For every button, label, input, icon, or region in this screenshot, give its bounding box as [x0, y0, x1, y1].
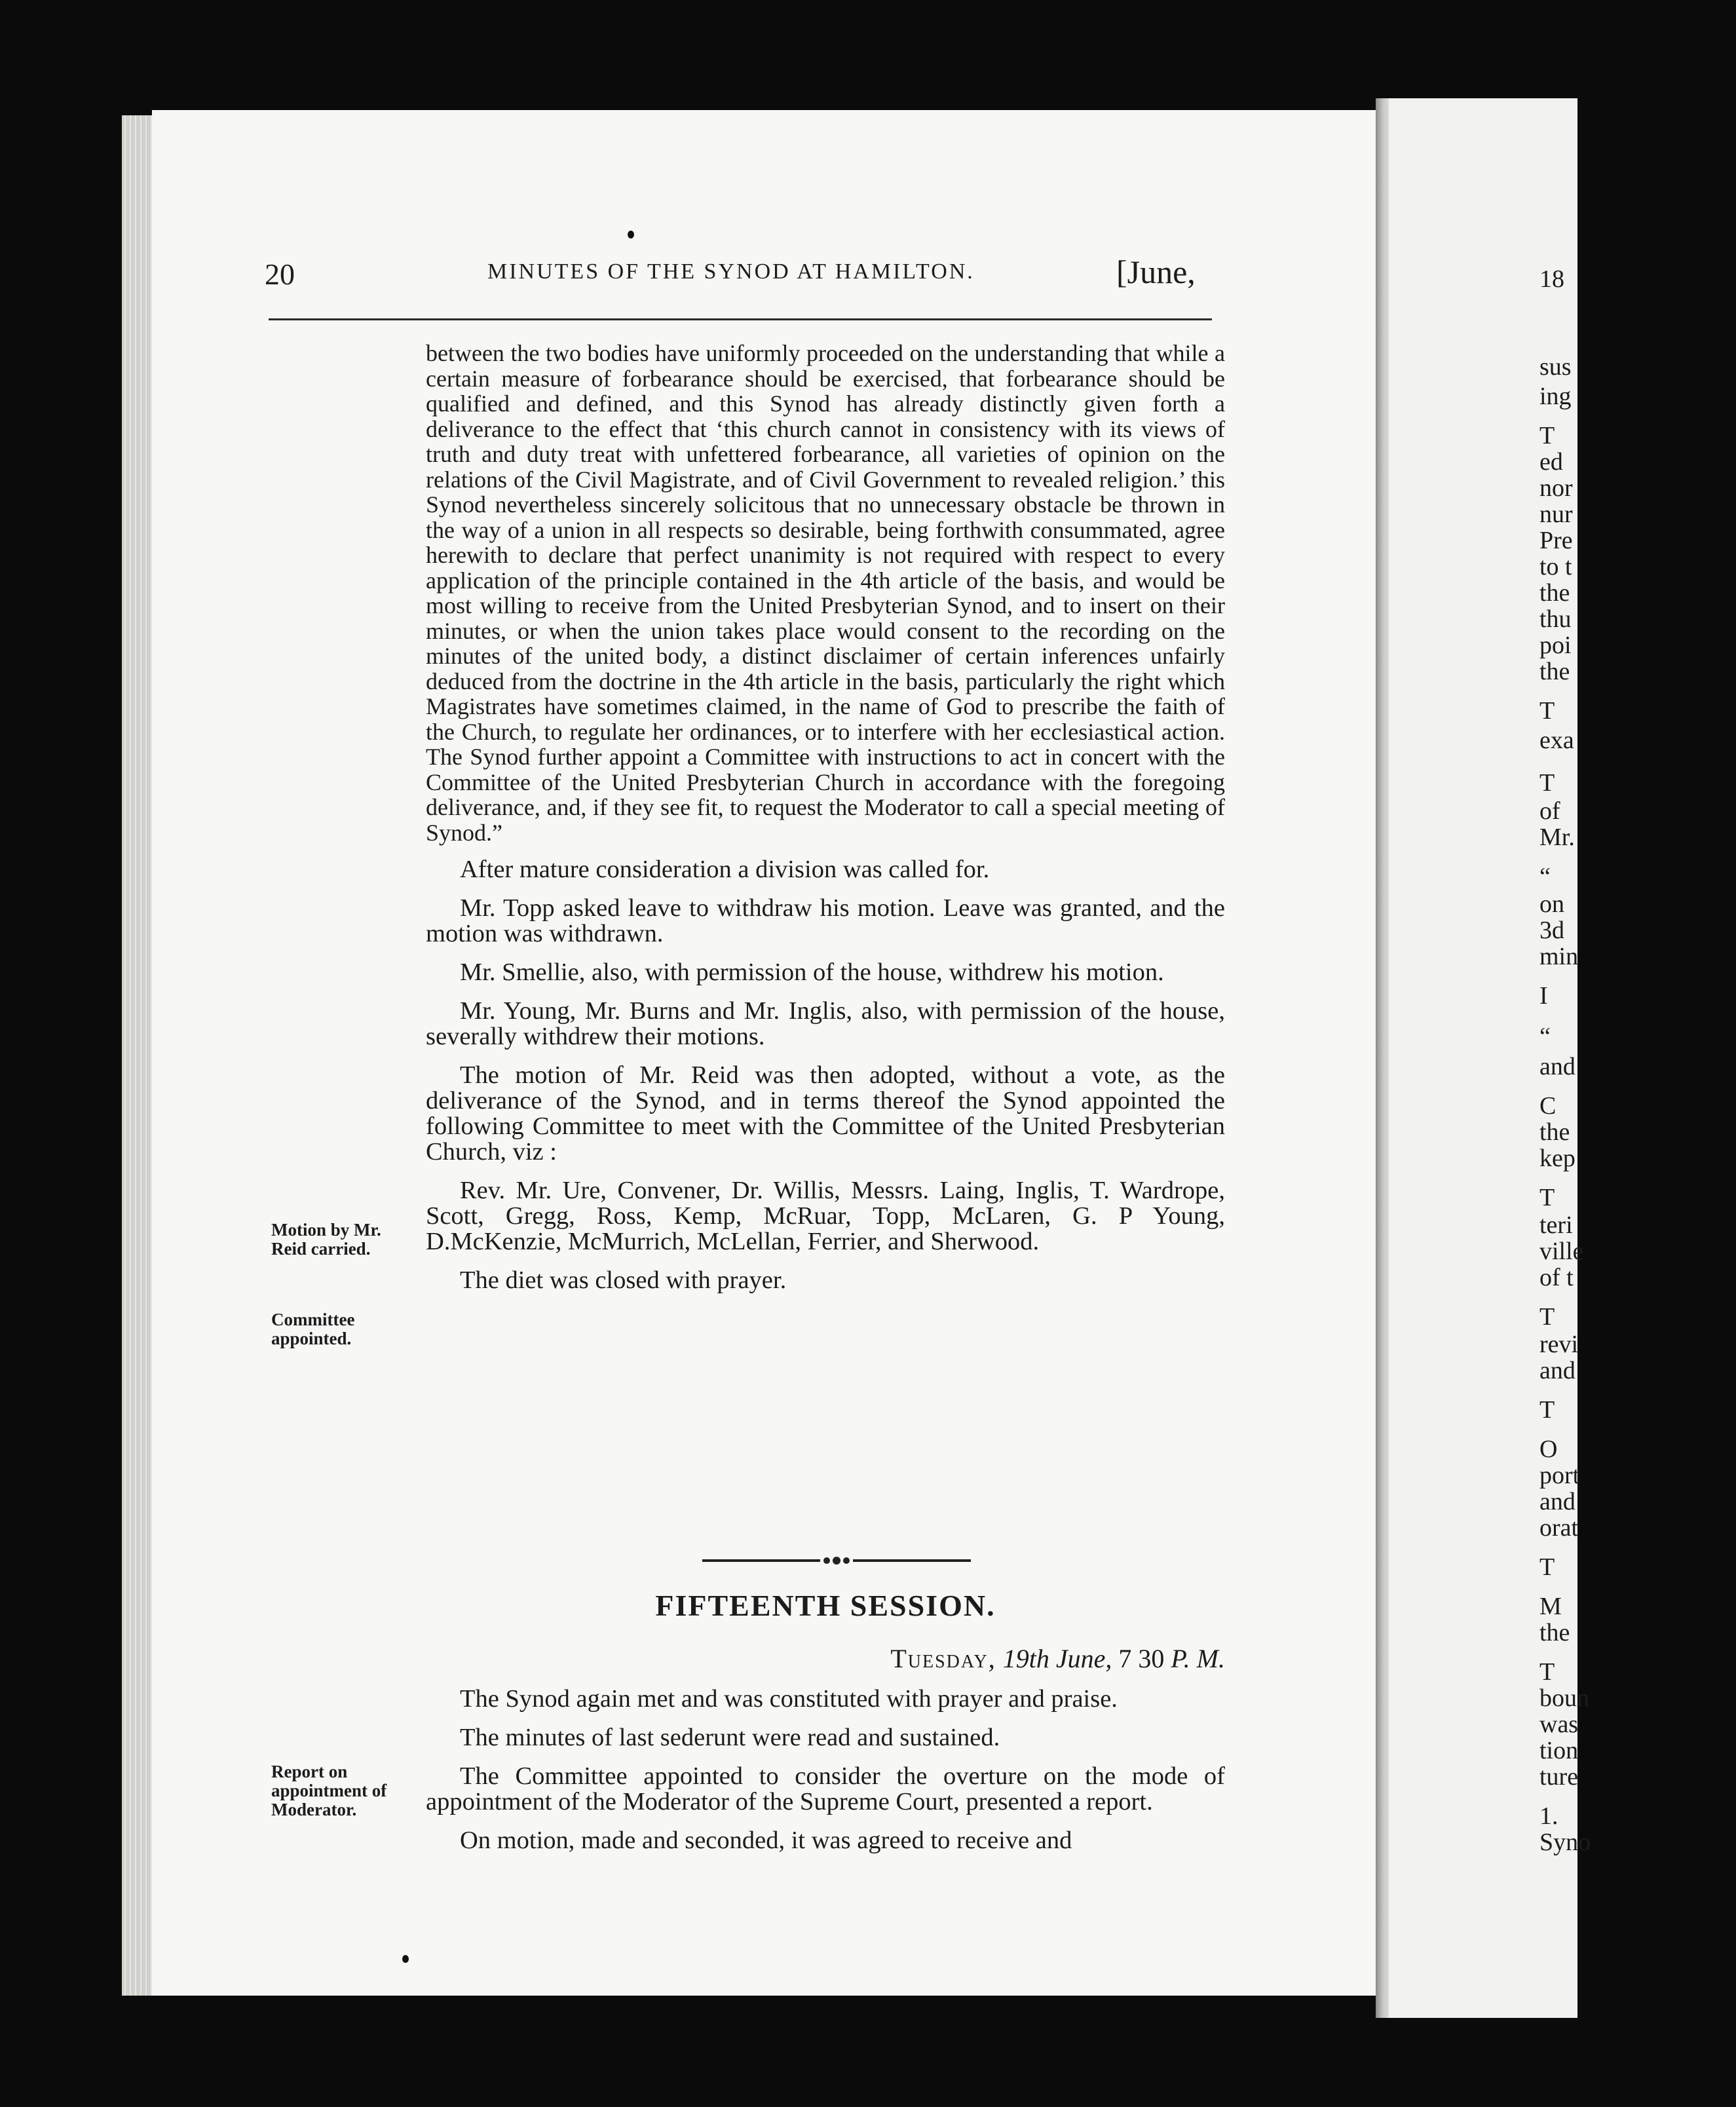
- facing-page-line: I: [1539, 982, 1548, 1010]
- paragraph-on-motion: On motion, made and seconded, it was agreed to receive and: [460, 1827, 1072, 1854]
- facing-page-line: nur: [1539, 501, 1573, 528]
- running-header: [265, 254, 1208, 303]
- facing-page-line: sus: [1539, 353, 1572, 381]
- ink-speck: [628, 231, 634, 238]
- paragraph-reid-motion: The motion of Mr. Reid was then adopted, without a vote, as the deliverance of the Synod, and in terms thereof the Synod appointed the following Committee to meet with the Committee of the United Presbyterian Church, viz :: [426, 1061, 1225, 1166]
- facing-page-line: the: [1539, 658, 1570, 685]
- facing-page-line: exa: [1539, 727, 1574, 754]
- paragraph-minutes-read: The minutes of last sederunt were read and sustained.: [460, 1724, 1000, 1751]
- facing-page-line: T: [1539, 1184, 1555, 1211]
- facing-page-line: port: [1539, 1462, 1580, 1489]
- section-divider-ornament: [702, 1554, 971, 1567]
- session-pm: P. M.: [1171, 1644, 1225, 1673]
- facing-page-line: T: [1539, 1396, 1555, 1424]
- page-number: 20: [265, 257, 295, 291]
- facing-page-line: M: [1539, 1593, 1562, 1620]
- facing-page-line: T: [1539, 697, 1555, 725]
- running-date: [June,: [1116, 254, 1196, 290]
- facing-page-line: nor: [1539, 474, 1573, 502]
- facing-page-line: T: [1539, 1303, 1555, 1331]
- running-title: MINUTES OF THE SYNOD AT HAMILTON.: [487, 259, 975, 284]
- facing-page-line: T: [1539, 769, 1555, 797]
- resolution-quote: between the two bodies have uniformly proceeded on the understanding that while a certain measure of forbearance should be exercised, that forbearance should be qualified and defined, and this Synod has already distinctly given forth a deliverance to the effect that ‘this church cannot in consistency with its views of truth and duty treat with unfettered forbearance, all varieties of opinion on the relations of the Civil Magistrate, and of Civil Government to revealed religion.’ this Synod nevertheless sincerely solicitous that no unnecessary obstacle be thrown in the way of a union in all respects so desirable, being forthwith consummated, agree herewith to declare that perfect unanimity is not required with respect to every application of the principle contained in the 4th article of the basis, and would be most willing to receive from the United Presbyterian Synod, and to insert on their minutes, or when the union takes place would consent to the recording on the minutes of the united body, a distinct disclaimer of certain inferences unfairly deduced from the doctrine in the 4th article in the basis, particularly the right which Magistrates have sometimes claimed, in the name of God to prescribe the faith of the Church, to regulate her ordinances, or to interfere with her ecclesiastical action. The Synod further appoint a Committee with instructions to act in concert with the Committee of the United Presbyterian Church in accordance with the foregoing deliverance, and, if they see fit, to request the Moderator to call a special meeting of Synod.”: [426, 340, 1225, 846]
- paragraph-diet-closed: The diet was closed with prayer.: [460, 1266, 787, 1294]
- facing-page-line: the: [1539, 1118, 1570, 1146]
- facing-page-line: on: [1539, 890, 1564, 918]
- facing-page-line: ed: [1539, 448, 1563, 476]
- facing-page-line: T: [1539, 1553, 1555, 1581]
- paragraph-committee-members: Rev. Mr. Ure, Convener, Dr. Willis, Messrs. Laing, Inglis, T. Wardrope, Scott, Gregg, Ross, Kemp, McRuar, Topp, McLaren, G. P Young, D.McKenzie, McMurrich, McLellan, Ferrier, and Sherwood.: [426, 1177, 1225, 1255]
- facing-page-line: and: [1539, 1053, 1576, 1080]
- session-day: Tuesday,: [890, 1644, 996, 1673]
- facing-page-line: Pre: [1539, 527, 1573, 554]
- facing-page-line: 3d: [1539, 917, 1564, 944]
- facing-page-line: O: [1539, 1435, 1558, 1463]
- facing-page-line: poi: [1539, 632, 1572, 659]
- facing-page-line: ville: [1539, 1238, 1584, 1265]
- book-page-edges: [122, 115, 155, 1996]
- facing-page-line: teri: [1539, 1211, 1573, 1239]
- side-note-report-moderator: Report on appointment of Moderator.: [271, 1762, 387, 1819]
- facing-page-line: of: [1539, 797, 1560, 825]
- ink-speck: [402, 1955, 409, 1963]
- facing-page-line: “: [1539, 1023, 1551, 1050]
- paragraph-division: After mature consideration a division was called for.: [460, 856, 990, 883]
- facing-page-line: T: [1539, 1658, 1555, 1686]
- facing-page-line: to t: [1539, 553, 1572, 580]
- facing-page-line: of t: [1539, 1264, 1574, 1291]
- facing-page-line: Syno: [1539, 1829, 1591, 1856]
- facing-page-line: the: [1539, 579, 1570, 607]
- facing-page-line: min: [1539, 943, 1579, 970]
- facing-page-line: boun: [1539, 1684, 1589, 1712]
- main-text: [426, 341, 1225, 1306]
- facing-page-line: orat: [1539, 1514, 1579, 1542]
- session-date-value: 19th June,: [1002, 1644, 1112, 1673]
- paragraph-committee-report: The Committee appointed to consider the overture on the mode of appointment of the Moderator of the Supreme Court, presented a report.: [426, 1762, 1225, 1815]
- facing-page-line: 1.: [1539, 1802, 1558, 1830]
- facing-page-line: C: [1539, 1092, 1557, 1120]
- facing-page-line: tion: [1539, 1737, 1579, 1764]
- session-date: [426, 1643, 1225, 1674]
- session-text: [426, 1686, 1225, 1853]
- paragraph-synod-met: The Synod again met and was constituted with prayer and praise.: [460, 1685, 1118, 1713]
- paragraph-smellie: Mr. Smellie, also, with permission of the house, withdrew his motion.: [460, 959, 1164, 986]
- paragraph-topp: Mr. Topp asked leave to withdraw his motion. Leave was granted, and the motion was withdrawn.: [426, 894, 1225, 947]
- facing-page-line: 18: [1539, 265, 1564, 293]
- facing-page-line: “: [1539, 863, 1551, 890]
- facing-page-line: and: [1539, 1357, 1576, 1384]
- facing-page-line: thu: [1539, 605, 1572, 633]
- facing-page-line: was: [1539, 1711, 1579, 1738]
- side-note-committee-appointed: Committee appointed.: [271, 1310, 355, 1348]
- facing-page-line: revi: [1539, 1331, 1579, 1358]
- header-rule: [269, 318, 1212, 320]
- session-title: FIFTEENTH SESSION.: [655, 1589, 996, 1622]
- facing-page-line: ing: [1539, 383, 1572, 410]
- facing-page-line: Mr.: [1539, 824, 1575, 851]
- facing-page-line: T: [1539, 422, 1555, 449]
- facing-page-line: ture: [1539, 1763, 1579, 1791]
- facing-page-line: the: [1539, 1619, 1570, 1646]
- facing-page-line: kep: [1539, 1145, 1576, 1172]
- side-note-motion-carried: Motion by Mr. Reid carried.: [271, 1220, 381, 1259]
- facing-page-line: and: [1539, 1488, 1576, 1515]
- paragraph-young: Mr. Young, Mr. Burns and Mr. Inglis, also, with permission of the house, severally withdrew their motions.: [426, 997, 1225, 1050]
- session-time: 7 30: [1118, 1644, 1165, 1673]
